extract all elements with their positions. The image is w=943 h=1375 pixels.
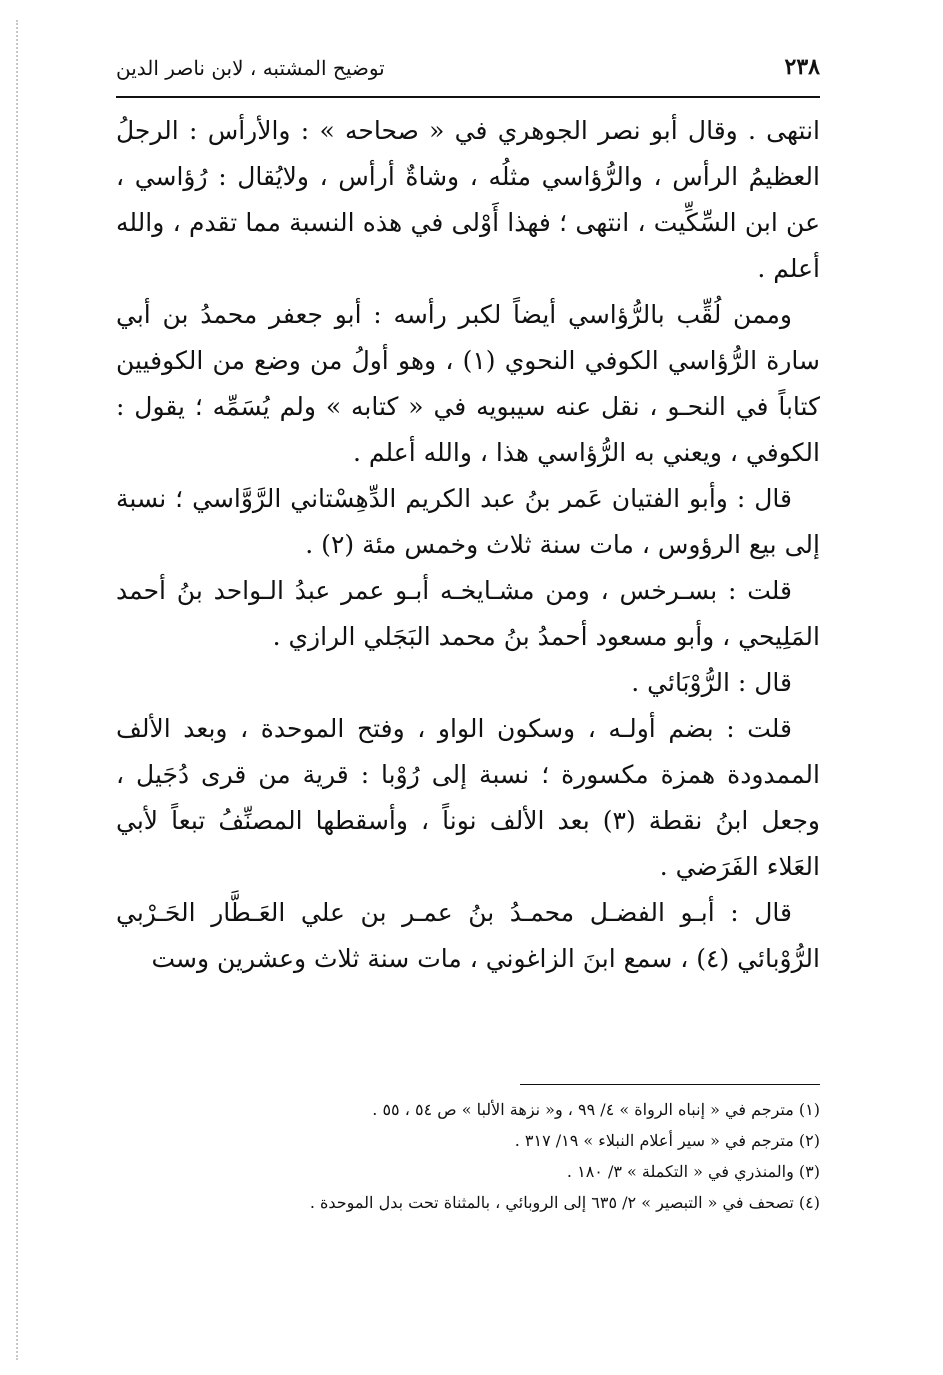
paragraph: وممن لُقِّب بالرُّؤاسي أيضاً لكبر رأسه : أبو جعفر محمدُ بن أبي سارة الرُّؤاسي الكوفي النحوي (١) ، وهو أولُ من وضع من الكوفيين كتاباً في النحـو ، نقل عنه سيبويه في « كتابه » ولم يُسَمِّه ؛ يقول : الكوفي ، ويعني به الرُّؤاسي هذا ، والله أعلم . xyxy=(116,300,820,467)
paragraph: قال : وأبو الفتيان عَمر بنُ عبد الكريم الدِّهِسْتاني الرَّوَّاسي ؛ نسبة إلى بيع الرؤوس ، مات سنة ثلاث وخمس مئة (٢) . xyxy=(116,484,820,559)
footnote: (٢) مترجم في « سير أعلام النبلاء » ١٩/ ٣١٧ . xyxy=(514,1131,820,1150)
page-number: ٢٣٨ xyxy=(784,54,820,80)
scan-margin-dots xyxy=(16,20,18,1360)
paragraph: قال : الرُّوْبَائي . xyxy=(631,668,792,697)
footnote: (١) مترجم في « إنباه الرواة » ٤/ ٩٩ ، و« نزهة الألبا » ص ٥٤ ، ٥٥ . xyxy=(372,1100,820,1119)
paragraph: انتهى . وقال أبو نصر الجوهري في « صحاحه » : والأرأس : الرجلُ العظيمُ الرأس ، والرُّؤاسي مثلُه ، وشاةٌ أرأس ، ولايُقال : رُؤاسي ، عن ابن السِّكِّيت ، انتهى ؛ فهذا أَوْلى في هذه النسبة مما تقدم ، والله أعلم . xyxy=(116,116,820,283)
page-header xyxy=(116,50,820,98)
paragraph: قال : أبـو الفضـل محمـدُ بنُ عمـر بن علي العَـطَّار الحَـرْبي الرُّوْبائي (٤) ، سمع ابنَ الزاغوني ، مات سنة ثلاث وعشرين وست xyxy=(116,898,820,973)
paragraph: قلت : بسـرخس ، ومن مشـايخـه أبـو عمر عبدُ الـواحد بنُ أحمد المَلِيحي ، وأبو مسعود أحمدُ بنُ محمد البَجَلي الرازي . xyxy=(116,576,820,651)
paragraph: قلت : بضم أولـه ، وسكون الواو ، وفتح الموحدة ، وبعد الألف الممدودة همزة مكسورة ؛ نسبة إلى رُوْبا : قرية من قرى دُجَيل ، وجعل ابنُ نقطة (٣) بعد الألف نوناً ، وأسقطها المصنِّفُ تبعاً لأبي العَلاء الفَرَضي . xyxy=(116,714,820,881)
footnotes xyxy=(116,1094,820,1218)
footnote: (٤) تصحف في « التبصير » ٢/ ٦٣٥ إلى الروبائي ، بالمثناة تحت بدل الموحدة . xyxy=(309,1193,820,1212)
footnote-separator xyxy=(520,1084,820,1085)
main-text xyxy=(116,108,820,982)
footnote: (٣) والمنذري في « التكملة » ٣/ ١٨٠ . xyxy=(566,1162,820,1181)
running-title: توضيح المشتبه ، لابن ناصر الدين xyxy=(116,56,385,80)
